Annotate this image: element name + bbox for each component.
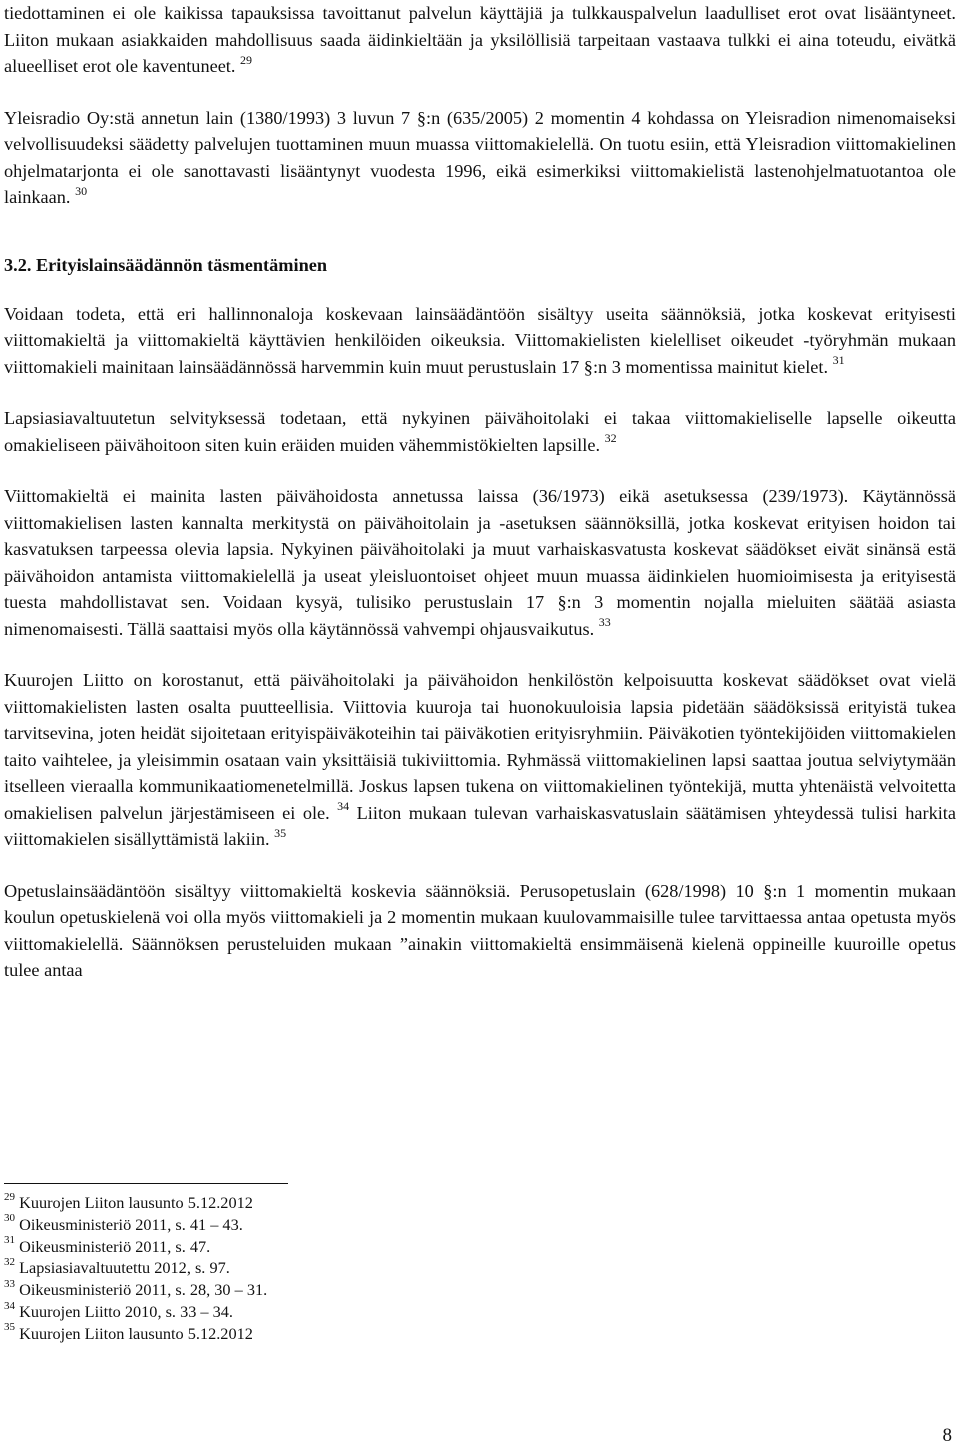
body-text — [4, 0, 956, 984]
footnote: $^{33}$ Oikeusministeriö 2011, s. 28, 30 – 31. — [4, 1277, 268, 1300]
footnote-ref[interactable]: 32 — [604, 431, 617, 446]
footnote: $^{34}$ Kuurojen Liitto 2010, s. 33 – 34. — [4, 1299, 233, 1321]
footnote-ref[interactable]: 33 — [598, 615, 611, 630]
footnote: $^{32}$ Lapsiasiavaltuutettu 2012, s. 97. — [4, 1255, 230, 1278]
paragraph: Voidaan todeta, että eri hallinnonaloja koskevaan lainsäädäntöön sisältyy useita säännöksiä, jotka koskevat erityisesti viittomakieltä ja viittomakieltä käyttävien henkilöiden oikeuksia. Viittomakielisten kielelliset oikeudet -työryhmän mukaan viittomakieli mainitaan lainsäädännössä harvemmin kuin muut perustuslain 17 §:n 3 momentissa mainitut kielet. $^{31}$ — [4, 303, 956, 377]
paragraph: Lapsiasiavaltuutetun selvityksessä todetaan, että nykyinen päivähoitolaki ei takaa viittomakieliselle lapselle oikeutta omakieliseen päivähoitoon siten kuin eräiden muiden vähemmistökielten lapsille. $^{32}$ — [4, 408, 956, 455]
page-number: 8 — [942, 1425, 952, 1446]
footnote-ref[interactable]: 29 — [240, 52, 253, 67]
footnotes — [4, 1183, 960, 1345]
paragraph: Yleisradio Oy:stä annetun lain (1380/1993) 3 luvun 7 §:n (635/2005) 2 momentin 4 kohdassa on Yleisradion nimenomaiseksi velvollisuudeksi säädetty palvelujen tuottaminen muun muassa viittomakielellä. On tuotu esiin, että Yleisradion viittomakielinen ohjelmatarjonta ei ole sanottavasti lisääntynyt vuodesta 1996, eikä esimerkiksi viittomakielistä lastenohjelmatuotantoa ole lainkaan. $^{30}$ — [4, 107, 956, 207]
section-heading: 3.2. Erityislainsäädännön täsmentäminen — [4, 254, 328, 275]
footnote-ref[interactable]: 35 — [274, 825, 287, 840]
footnote: $^{30}$ Oikeusministeriö 2011, s. 41 – 43. — [4, 1212, 243, 1234]
paragraph: tiedottaminen ei ole kaikissa tapauksissa tavoittanut palvelun käyttäjiä ja tulkkauspalvelun laadulliset erot ovat lisääntyneet. Liiton mukaan asiakkaiden mahdollisuus saada äidinkieltään ja yksilöllisiä tarpeitaan vastaava tulkki ei aina toteudu, eivätkä alueelliset erot ole kaventuneet. $^{29}$ — [4, 3, 956, 76]
paragraph: Viittomakieltä ei mainita lasten päivähoidosta annetussa laissa (36/1973) eikä asetuksessa (239/1973). Käytännössä viittomakielisen lasten kannalta merkitystä on päivähoitolain ja -asetuksen säännöksillä, jotka koskevat erityisen hoidon tai kasvatuksen tarpeessa olevia lapsia. Nykyinen päivähoitolaki ja muut varhaiskasvatusta koskevat säädökset eivät sinänsä estä päivähoidon antamista viittomakielellä ja useat yleisluontoiset ohjeet muun muassa äidinkielen huomioimisesta ja erityisestä tuesta mahdollistavat sen. Voidaan kysyä, tulisiko perustuslain 17 §:n 3 momentin nojalla mieluiten säätää asiasta nimenomaisesti. Tällä saattaisi myös olla käytännössä vahvempi ohjausvaikutus. $^{33}$ — [4, 486, 956, 639]
footnote: $^{35}$ Kuurojen Liiton lausunto 5.12.2012 — [4, 1321, 253, 1343]
footnote-divider — [4, 1183, 288, 1184]
footnote: $^{31}$ Oikeusministeriö 2011, s. 47. — [4, 1234, 211, 1256]
footnote-ref[interactable]: 34 — [337, 799, 350, 814]
footnote-ref[interactable]: 31 — [832, 353, 845, 368]
paragraph: Opetuslainsäädäntöön sisältyy viittomakieltä koskevia säännöksiä. Perusopetuslain (628/1998) 10 §:n 1 momentin mukaan koulun opetuskielenä voi olla myös viittomakieli ja 2 momentin mukaan kuulovammaisille tulee tarvittaessa antaa opetusta myös viittomakielellä. Säännöksen perusteluiden mukaan ”ainakin viittomakieltä ensimmäisenä kielenä oppineille kuuroille opetus tulee antaa — [4, 880, 956, 980]
paragraph: Kuurojen Liitto on korostanut, että päivähoitolaki ja päivähoidon henkilöstön kelpoisuutta koskevat säädökset ovat vielä viittomakielisten lasten osalta puutteellisia. Viittovia kuuroja tai huonokuuloisia lapsia pidetään säädöksissä erityistä tukea tarvitsevina, joten heidät sijoitetaan erityispäiväkoteihin tai päiväkotien erityisryhmiin. Päiväkotien työntekijöiden viittomakielen taito vaihtelee, ja yleisimmin osataan vain yksittäisiä tukiviittomia. Ryhmässä viittomakielinen lapsi saattaa joutua selviytymään itselleen vieraalla kommunikaatiomenetelmillä. Joskus lapsen tukena on viittomakielinen työntekijä, mutta yhtenäistä velvoitetta omakielisen palvelun järjestämiseen ei ole. $^{34}$ Liiton mukaan tulevan varhaiskasvatuslain säätämisen yhteydessä tulisi harkita viittomakielen sisällyttämistä lakiin. $^{35}$ — [4, 670, 956, 849]
footnote: $^{29}$ Kuurojen Liiton lausunto 5.12.2012 — [4, 1190, 253, 1212]
footnote-ref[interactable]: 30 — [75, 183, 88, 198]
